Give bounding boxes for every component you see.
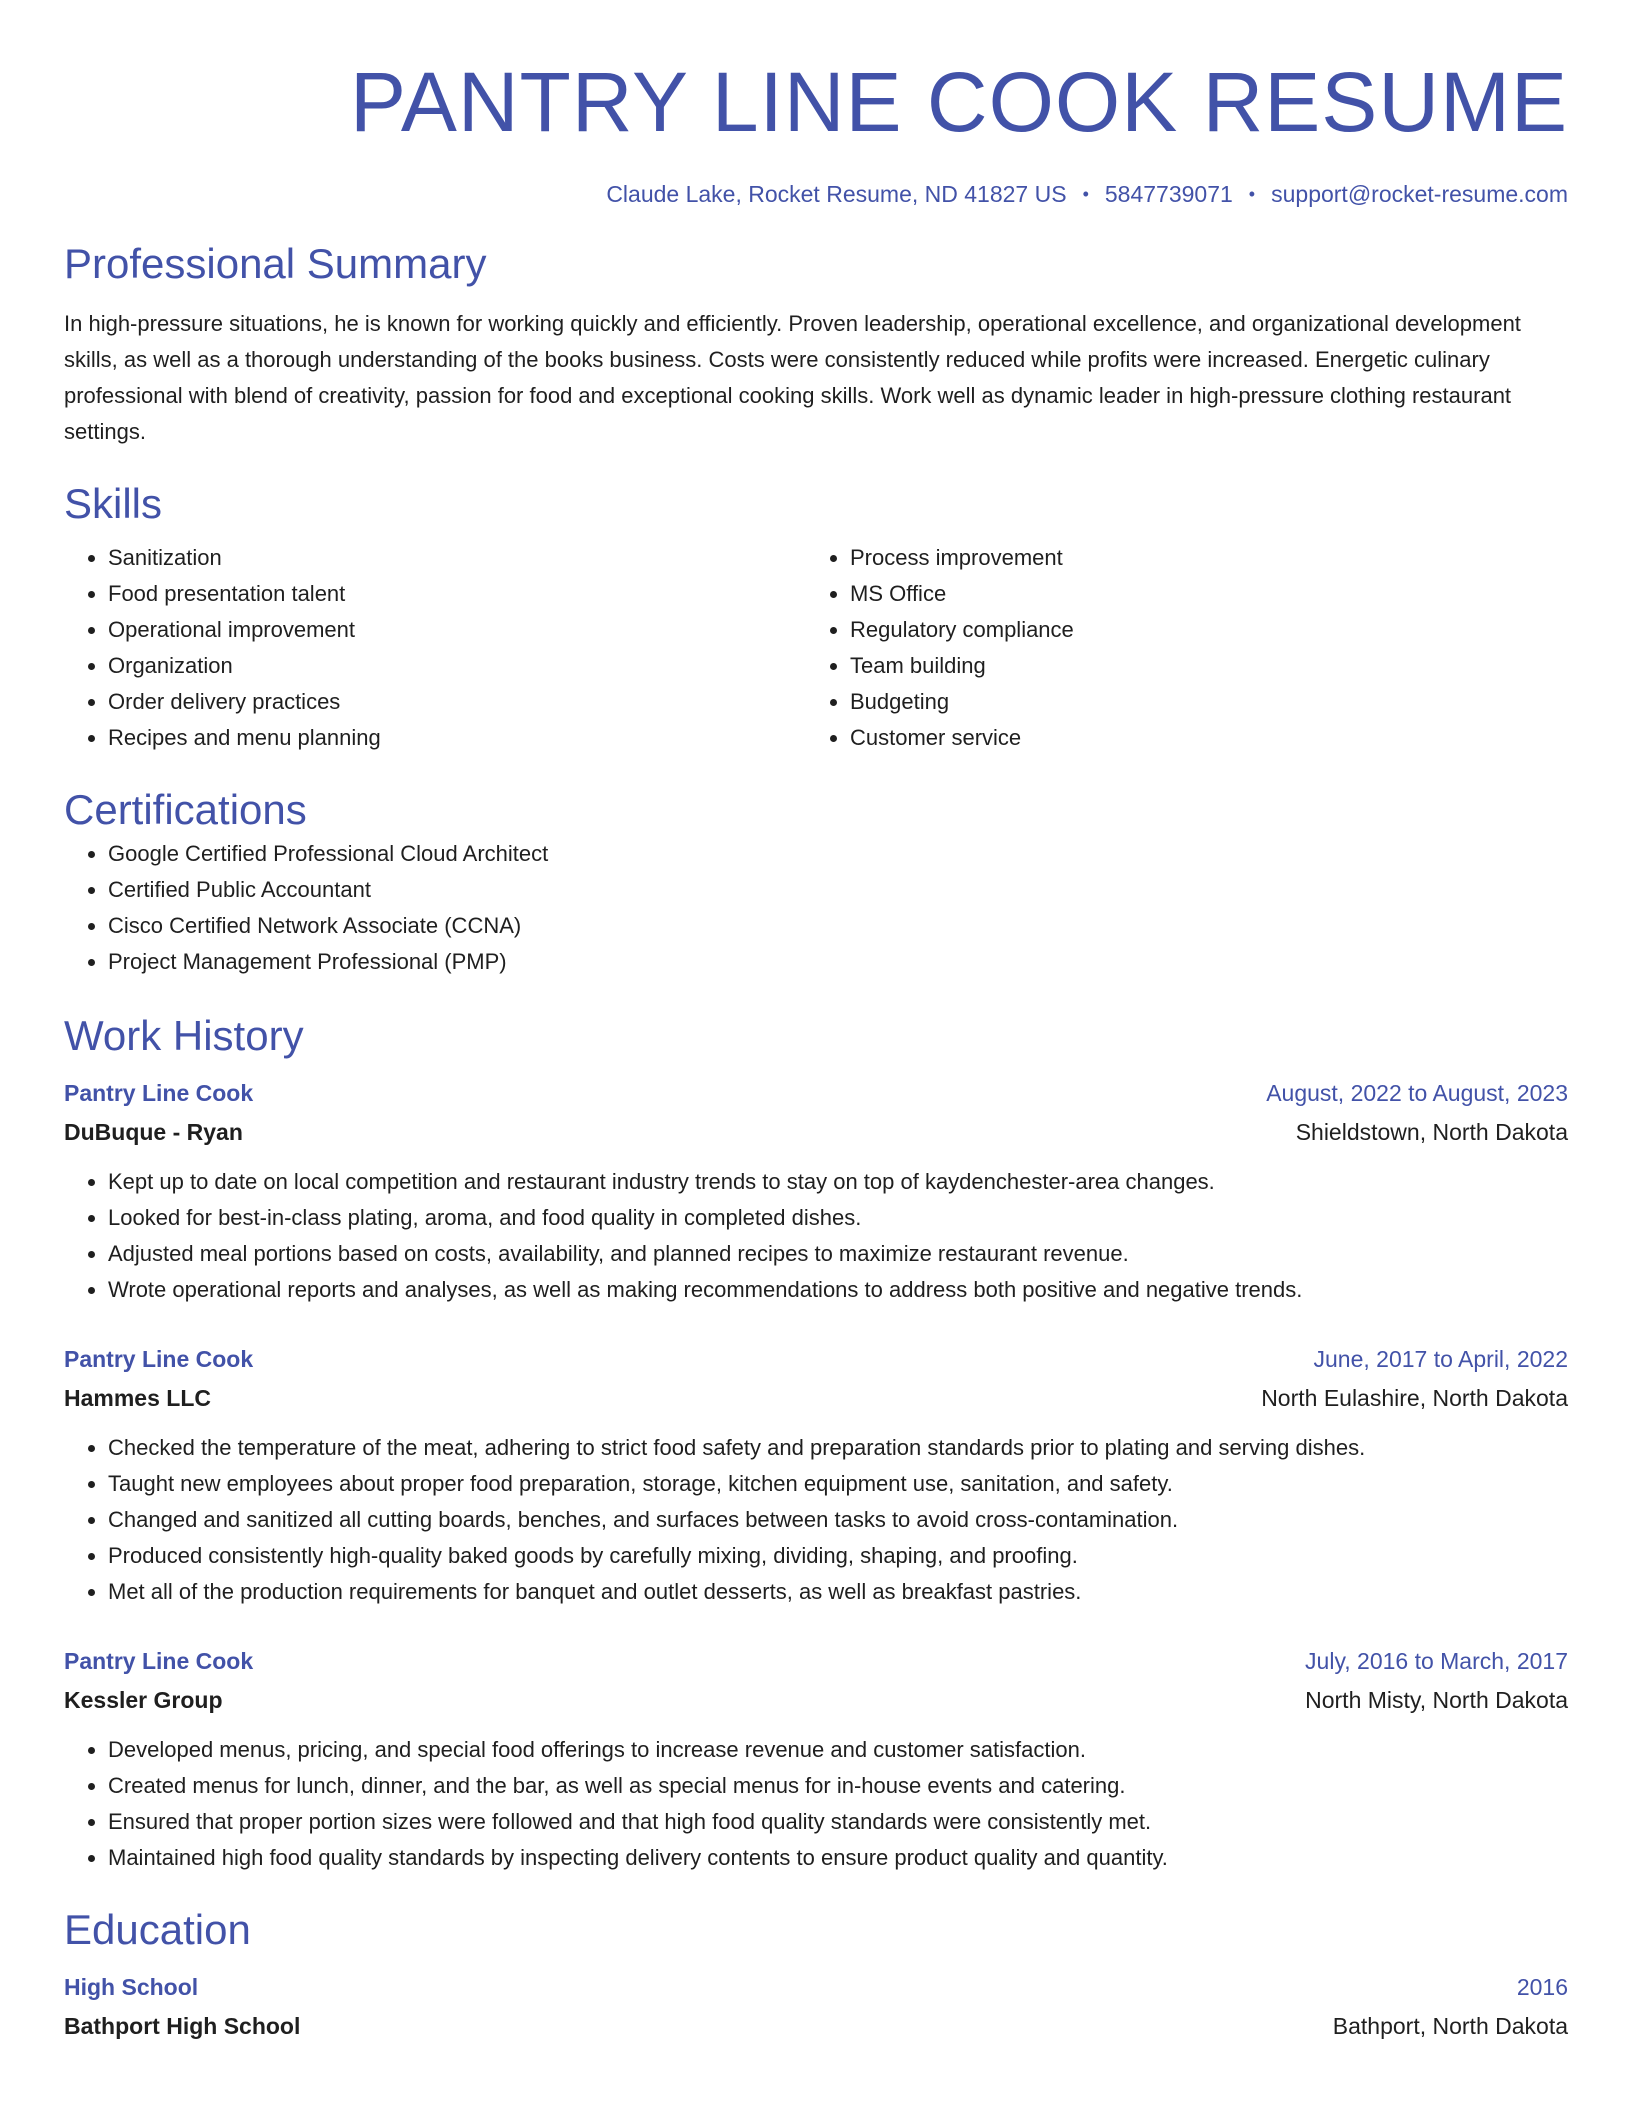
skills-heading: Skills: [64, 480, 163, 527]
job-header: [64, 1642, 1568, 1680]
education-school: Bathport High School: [64, 2013, 301, 2039]
skills-list-right: [806, 540, 1548, 756]
skills-section: [64, 478, 1568, 756]
job-location: Shieldstown, North Dakota: [1295, 1119, 1568, 1145]
skills-list-left: [64, 540, 806, 756]
education-year: 2016: [1516, 1974, 1568, 2000]
job-entry: [64, 1340, 1568, 1610]
skill-item: • Regulatory compliance: [850, 612, 1548, 648]
contact-address: Claude Lake, Rocket Resume, ND 41827 US: [606, 181, 1067, 207]
job-location: North Eulashire, North Dakota: [1261, 1385, 1568, 1411]
education-degree: High School: [64, 1974, 199, 2000]
education-subheader: [64, 2006, 1568, 2046]
skill-item: • Recipes and menu planning: [108, 720, 806, 756]
work-history-heading: Work History: [64, 1012, 304, 1059]
education-section: [64, 1904, 1568, 2046]
job-bullet: • Checked the temperature of the meat, adhering to strict food safety and preparation standards prior to plating and serving dishes.: [108, 1430, 1568, 1466]
contact-line: [64, 178, 1568, 210]
skills-column-right: [806, 540, 1548, 756]
job-bullet: • Met all of the production requirements for banquet and outlet desserts, as well as breakfast pastries.: [108, 1574, 1568, 1610]
job-bullet: • Adjusted meal portions based on costs, availability, and planned recipes to maximize restaurant revenue.: [108, 1236, 1568, 1272]
skill-item: • Operational improvement: [108, 612, 806, 648]
skill-item: • MS Office: [850, 576, 1548, 612]
skill-item: • Food presentation talent: [108, 576, 806, 612]
certification-item: • Cisco Certified Network Associate (CCNA): [108, 908, 1568, 944]
contact-separator: •: [1248, 184, 1256, 204]
job-dates: June, 2017 to April, 2022: [1313, 1346, 1568, 1372]
job-employer: DuBuque - Ryan: [64, 1119, 243, 1145]
job-bullet: • Maintained high food quality standards by inspecting delivery contents to ensure product quality and quantity.: [108, 1840, 1568, 1876]
job-bullet: • Looked for best-in-class plating, aroma, and food quality in completed dishes.: [108, 1200, 1568, 1236]
contact-email: support@rocket-resume.com: [1271, 181, 1568, 207]
job-title: Pantry Line Cook: [64, 1346, 254, 1372]
job-bullet: • Produced consistently high-quality baked goods by carefully mixing, dividing, shaping, and proofing.: [108, 1538, 1568, 1574]
job-bullet: • Created menus for lunch, dinner, and the bar, as well as special menus for in-house events and catering.: [108, 1768, 1568, 1804]
job-bullet: • Developed menus, pricing, and special food offerings to increase revenue and customer satisfaction.: [108, 1732, 1568, 1768]
skill-item: • Budgeting: [850, 684, 1548, 720]
education-header: [64, 1968, 1568, 2006]
skill-item: • Sanitization: [108, 540, 806, 576]
job-bullets: [64, 1732, 1568, 1876]
certification-item: • Project Management Professional (PMP): [108, 944, 1568, 980]
certifications-heading: Certifications: [64, 786, 307, 833]
summary-section: [64, 238, 1568, 450]
summary-heading: Professional Summary: [64, 240, 487, 287]
contact-separator: •: [1082, 184, 1089, 204]
certification-item: • Google Certified Professional Cloud Architect: [108, 836, 1568, 872]
job-employer: Hammes LLC: [64, 1385, 211, 1411]
job-entry: [64, 1074, 1568, 1308]
skill-item: • Organization: [108, 648, 806, 684]
job-location: North Misty, North Dakota: [1305, 1687, 1568, 1713]
job-title: Pantry Line Cook: [64, 1648, 254, 1674]
job-bullet: • Kept up to date on local competition and restaurant industry trends to stay on top of kaydenchester-area changes.: [108, 1164, 1568, 1200]
job-bullet: • Wrote operational reports and analyses, as well as making recommendations to address both positive and negative trends.: [108, 1272, 1568, 1308]
education-location: Bathport, North Dakota: [1332, 2013, 1568, 2039]
education-heading: Education: [64, 1906, 251, 1953]
summary-text: In high-pressure situations, he is known for working quickly and efficiently. Proven leadership, operational excellence, and organizational development skills, as well as a thorough understanding of the books business. Costs were consistently reduced while profits were increased. Energetic culinary professional with blend of creativity, passion for food and exceptional cooking skills. Work well as dynamic leader in high-pressure clothing restaurant settings.: [64, 311, 1521, 444]
skill-item: • Team building: [850, 648, 1548, 684]
job-bullet: • Changed and sanitized all cutting boards, benches, and surfaces between tasks to avoid cross-contamination.: [108, 1502, 1568, 1538]
job-header: [64, 1074, 1568, 1112]
skill-item: • Order delivery practices: [108, 684, 806, 720]
job-subheader: [64, 1112, 1568, 1152]
job-bullets: [64, 1164, 1568, 1308]
certifications-list: [64, 836, 1568, 980]
job-bullet: • Ensured that proper portion sizes were followed and that high food quality standards were consistently met.: [108, 1804, 1568, 1840]
job-dates: July, 2016 to March, 2017: [1305, 1648, 1568, 1674]
page-title: PANTRY LINE COOK RESUME: [350, 55, 1568, 149]
job-employer: Kessler Group: [64, 1687, 223, 1713]
job-bullets: [64, 1430, 1568, 1610]
skill-item: • Customer service: [850, 720, 1548, 756]
skills-grid: [64, 540, 1568, 756]
job-title: Pantry Line Cook: [64, 1080, 254, 1106]
contact-phone: 5847739071: [1104, 181, 1233, 207]
job-subheader: [64, 1680, 1568, 1720]
education-entry: [64, 1968, 1568, 2046]
job-dates: August, 2022 to August, 2023: [1266, 1080, 1568, 1106]
job-header: [64, 1340, 1568, 1378]
work-history-section: [64, 1010, 1568, 1876]
job-subheader: [64, 1378, 1568, 1418]
resume-page: [64, 0, 1568, 2046]
certification-item: • Certified Public Accountant: [108, 872, 1568, 908]
skill-item: • Process improvement: [850, 540, 1548, 576]
certifications-section: [64, 784, 1568, 980]
job-entry: [64, 1642, 1568, 1876]
skills-column-left: [64, 540, 806, 756]
job-bullet: • Taught new employees about proper food preparation, storage, kitchen equipment use, sanitation, and safety.: [108, 1466, 1568, 1502]
